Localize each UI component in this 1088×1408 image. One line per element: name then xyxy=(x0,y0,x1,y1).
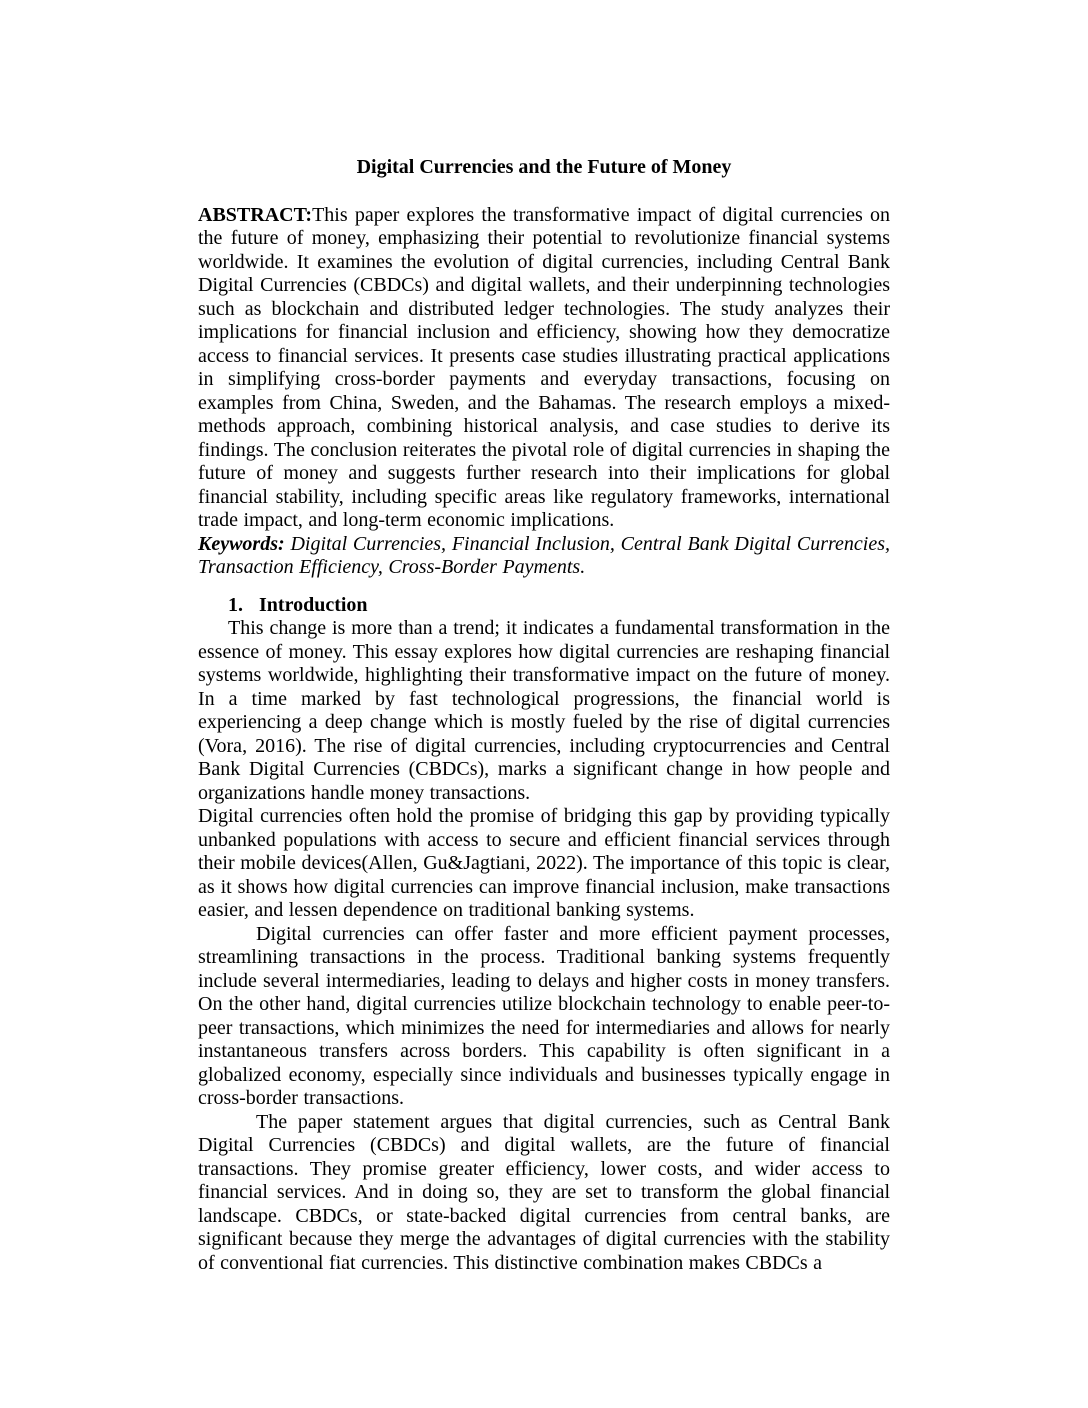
section-number: 1. xyxy=(228,593,243,616)
keywords-text: Digital Currencies, Financial Inclusion, Central Bank Digital Currencies, Transaction Efficiency, Cross-Border Payments. xyxy=(198,532,890,578)
abstract-label: ABSTRACT: xyxy=(198,203,313,226)
paper-title: Digital Currencies and the Future of Money xyxy=(356,156,732,178)
section-title: Introduction xyxy=(259,593,368,616)
keywords-paragraph xyxy=(198,533,890,580)
intro-paragraph-4: The paper statement argues that digital currencies, such as Central Bank Digital Currencies (CBDCs) and digital wallets, are the future of financial transactions. They promise greater efficiency, lower costs, and wider access to financial services. And in doing so, they are set to transform the global financial landscape. CBDCs, or state-backed digital currencies from central banks, are significant because they merge the advantages of digital currencies with the stability of conventional fiat currencies. This distinctive combination makes CBDCs a xyxy=(198,1110,890,1274)
intro-paragraph-3: Digital currencies can offer faster and more efficient payment processes, streamlining transactions in the process. Traditional banking systems frequently include several intermediaries, leading to delays and higher costs in money transfers. On the other hand, digital currencies utilize blockchain technology to enable peer-to-peer transactions, which minimizes the need for intermediaries and allows for nearly instantaneous transfers across borders. This capability is often significant in a globalized economy, especially since individuals and businesses typically engage in cross-border transactions. xyxy=(198,922,890,1109)
abstract-paragraph xyxy=(198,204,890,533)
intro-paragraph-2: Digital currencies often hold the promise of bridging this gap by providing typically unbanked populations with access to secure and efficient financial services through their mobile devices(Allen, Gu&Jagtiani, 2022). The importance of this topic is clear, as it shows how digital currencies can improve financial inclusion, make transactions easier, and lessen dependence on traditional banking systems. xyxy=(198,805,890,921)
section-heading-introduction xyxy=(198,594,890,618)
intro-paragraph-1: This change is more than a trend; it indicates a fundamental transformation in the essence of money. This essay explores how digital currencies are reshaping financial systems worldwide, highlighting their transformative impact on the future of money. In a time marked by fast technological progressions, the financial world is experiencing a deep change which is mostly fueled by the rise of digital currencies (Vora, 2016). The rise of digital currencies, including cryptocurrencies and Central Bank Digital Currencies (CBDCs), marks a significant change in how people and organizations handle money transactions. xyxy=(198,617,890,804)
abstract-text: This paper explores the transformative impact of digital currencies on the future of money, emphasizing their potential to revolutionize financial systems worldwide. It examines the evolution of digital currencies, including Central Bank Digital Currencies (CBDCs) and digital wallets, and their underpinning technologies such as blockchain and distributed ledger technologies. The study analyzes their implications for financial inclusion and efficiency, showing how they democratize access to financial services. It presents case studies illustrating practical applications in simplifying cross-border payments and everyday transactions, focusing on examples from China, Sweden, and the Bahamas. The research employs a mixed-methods approach, combining historical analysis, and case studies to derive its findings. The conclusion reiterates the pivotal role of digital currencies in shaping the future of money and suggests further research into their implications for global financial stability, including specific areas like regulatory frameworks, international trade impact, and long-term economic implications. xyxy=(198,203,890,531)
keywords-label: Keywords: xyxy=(198,532,291,555)
